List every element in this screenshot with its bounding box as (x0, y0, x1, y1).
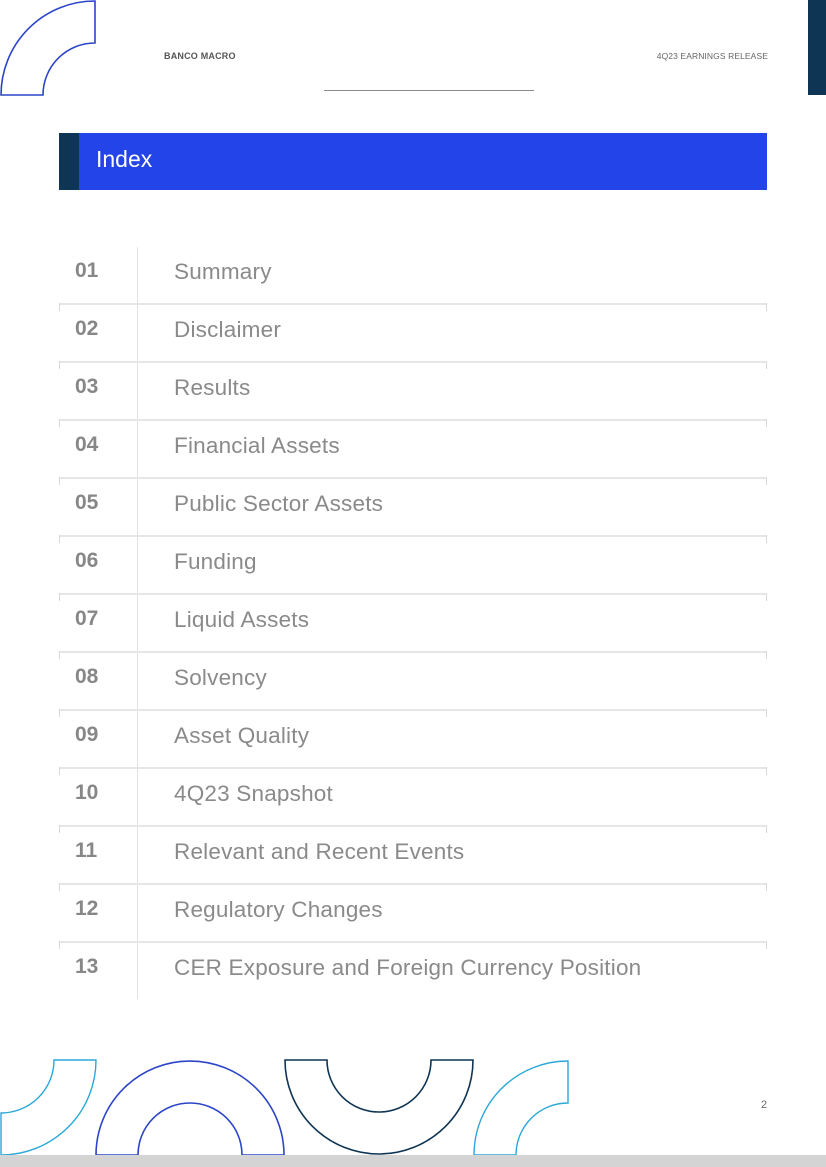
column-divider (137, 537, 138, 593)
toc-label: Financial Assets (174, 433, 340, 458)
company-name: BANCO MACRO (164, 51, 236, 61)
row-tick-left (59, 303, 60, 311)
column-divider (137, 595, 138, 651)
document-title: 4Q23 EARNINGS RELEASE (656, 51, 768, 61)
toc-number: 06 (75, 549, 99, 572)
column-divider (137, 827, 138, 883)
column-divider (137, 769, 138, 825)
column-divider (137, 885, 138, 941)
row-tick-right (766, 419, 767, 427)
toc-item[interactable] (59, 361, 767, 419)
footer-shapes-decoration (0, 1055, 600, 1160)
page-number: 2 (761, 1099, 768, 1111)
row-tick-left (59, 593, 60, 601)
toc-item[interactable] (59, 247, 767, 303)
row-tick-right (766, 825, 767, 833)
row-tick-left (59, 535, 60, 543)
toc-label: Asset Quality (174, 723, 310, 748)
toc-label: Regulatory Changes (174, 897, 383, 922)
toc-label: Liquid Assets (174, 607, 310, 632)
column-divider (137, 363, 138, 419)
toc-number: 07 (75, 607, 99, 630)
toc-item[interactable] (59, 477, 767, 535)
row-tick-right (766, 535, 767, 543)
toc-number: 12 (75, 897, 99, 920)
column-divider (137, 421, 138, 477)
toc-label: Funding (174, 549, 257, 574)
row-tick-left (59, 709, 60, 717)
row-tick-right (766, 767, 767, 775)
column-divider (137, 711, 138, 767)
index-banner (59, 133, 767, 190)
toc-item[interactable] (59, 593, 767, 651)
toc-item[interactable] (59, 535, 767, 593)
toc-number: 02 (75, 317, 99, 340)
toc-item[interactable] (59, 767, 767, 825)
toc-label: Summary (174, 259, 272, 284)
footer-bar (0, 1155, 826, 1167)
row-tick-left (59, 477, 60, 485)
toc-number: 08 (75, 665, 99, 688)
column-divider (137, 247, 138, 303)
column-divider (137, 943, 138, 999)
toc-label: CER Exposure and Foreign Currency Position (174, 955, 642, 980)
toc-item[interactable] (59, 709, 767, 767)
row-tick-right (766, 941, 767, 949)
toc-item[interactable] (59, 883, 767, 941)
toc-number: 04 (75, 433, 99, 456)
row-tick-right (766, 361, 767, 369)
column-divider (137, 305, 138, 361)
toc-label: 4Q23 Snapshot (174, 781, 333, 806)
row-tick-left (59, 941, 60, 949)
toc-label: Relevant and Recent Events (174, 839, 465, 864)
toc-item[interactable] (59, 303, 767, 361)
toc-item[interactable] (59, 941, 767, 999)
row-tick-right (766, 593, 767, 601)
banner-accent (59, 133, 79, 190)
toc-number: 03 (75, 375, 99, 398)
row-tick-left (59, 651, 60, 659)
row-tick-left (59, 883, 60, 891)
toc-number: 09 (75, 723, 99, 746)
row-tick-right (766, 651, 767, 659)
column-divider (137, 479, 138, 535)
row-tick-left (59, 767, 60, 775)
toc-item[interactable] (59, 825, 767, 883)
index-title: Index (96, 146, 153, 172)
row-tick-right (766, 709, 767, 717)
row-tick-left (59, 825, 60, 833)
toc-number: 01 (75, 259, 99, 282)
corner-tab-decoration (808, 0, 826, 95)
toc-label: Solvency (174, 665, 267, 690)
toc-number: 10 (75, 781, 99, 804)
row-tick-left (59, 419, 60, 427)
corner-arc-decoration (0, 0, 100, 100)
row-tick-right (766, 477, 767, 485)
toc-number: 11 (75, 839, 98, 862)
toc-label: Results (174, 375, 251, 400)
column-divider (137, 653, 138, 709)
toc-label: Public Sector Assets (174, 491, 384, 516)
row-tick-left (59, 361, 60, 369)
toc-number: 05 (75, 491, 99, 514)
row-tick-right (766, 883, 767, 891)
toc-item[interactable] (59, 651, 767, 709)
toc-number: 13 (75, 955, 99, 978)
toc-label: Disclaimer (174, 317, 282, 342)
toc-item[interactable] (59, 419, 767, 477)
row-tick-right (766, 303, 767, 311)
header-divider (324, 90, 534, 91)
table-of-contents (59, 247, 767, 999)
